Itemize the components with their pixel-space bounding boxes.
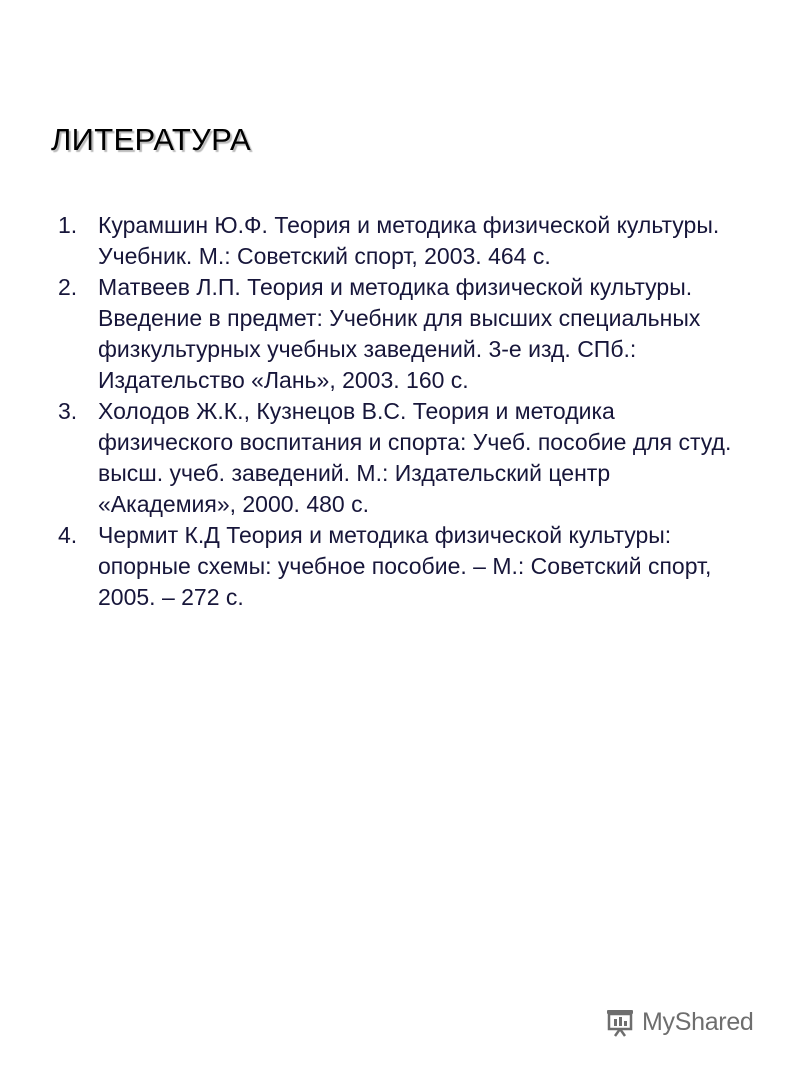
reference-text: Курамшин Ю.Ф. Теория и методика физической культуры. Учебник. М.: Советский спорт, 2003. 464 с. xyxy=(98,212,720,269)
reference-item xyxy=(58,272,738,396)
page-title: ЛИТЕРАТУРА xyxy=(51,122,252,157)
reference-text: Матвеев Л.П. Теория и методика физической культуры. Введение в предмет: Учебник для высших специальных физкультурных учебных заведений. 3-е изд. СПб.: Издательство «Лань», 2003. 160 с. xyxy=(98,274,701,393)
reference-number: 4. xyxy=(58,522,78,548)
reference-number: 2. xyxy=(58,274,78,300)
reference-list xyxy=(58,210,738,613)
reference-item xyxy=(58,210,738,272)
reference-text: Холодов Ж.К., Кузнецов В.С. Теория и методика физического воспитания и спорта: Учеб. пособие для студ. высш. учеб. заведений. М.: Издательский центр «Академия», 2000. 480 с. xyxy=(98,398,732,517)
reference-text: Чермит К.Д Теория и методика физической культуры: опорные схемы: учебное пособие. – М.: Советский спорт, 2005. – 272 с. xyxy=(98,522,712,610)
reference-item xyxy=(58,396,738,520)
reference-number: 1. xyxy=(58,212,78,238)
myshared-watermark[interactable] xyxy=(604,1002,754,1042)
watermark-label: MyShared xyxy=(642,1007,754,1036)
presentation-board-icon xyxy=(604,1006,636,1038)
reference-number: 3. xyxy=(58,398,78,424)
reference-item xyxy=(58,520,738,613)
